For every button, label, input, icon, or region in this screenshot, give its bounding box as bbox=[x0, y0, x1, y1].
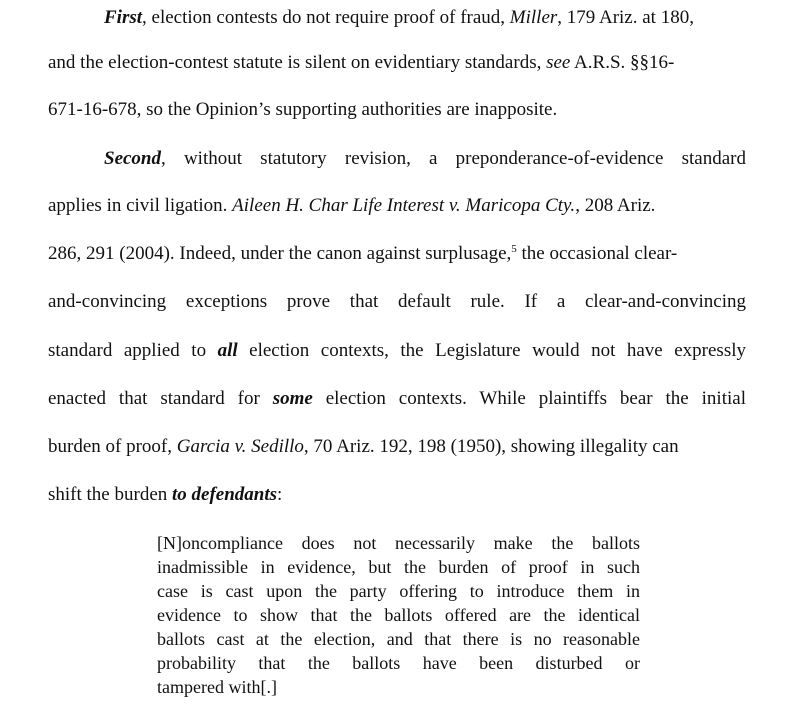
emphasis: some bbox=[272, 388, 313, 409]
case-citation: Garcia v. Sedillo bbox=[176, 436, 304, 457]
para2-line4: and-convincing exceptions prove that default rule. If a clear-and-convincing bbox=[48, 291, 746, 312]
block-quote-line: inadmissible in evidence, but the burden of proof in such bbox=[157, 557, 640, 577]
second-heading: Second bbox=[104, 148, 161, 169]
para2-line8: shift the burden to defendants: bbox=[48, 484, 283, 505]
emphasis: all bbox=[217, 340, 238, 361]
case-citation: Miller bbox=[509, 7, 558, 28]
footnote-marker[interactable]: 5 bbox=[511, 243, 517, 255]
para2-line7: burden of proof, Garcia v. Sedillo, 70 Ariz. 192, 198 (1950), showing illegality can bbox=[48, 436, 679, 457]
emphasis: to defendants bbox=[172, 484, 278, 505]
para1-line2: and the election-contest statute is silent on evidentiary standards, see A.R.S. §§16- bbox=[48, 52, 675, 73]
para2-line1: Second, without statutory revision, a preponderance-of-evidence standard bbox=[104, 148, 746, 169]
para2-line5: standard applied to all election contexts, the Legislature would not have expressly bbox=[48, 340, 746, 361]
case-citation: Aileen H. Char Life Interest v. Maricopa Cty. bbox=[232, 195, 576, 216]
para1-line3: 671-16-678, so the Opinion’s supporting authorities are inapposite. bbox=[48, 99, 558, 120]
first-heading: First bbox=[104, 7, 143, 28]
block-quote-line: probability that the ballots have been disturbed or bbox=[157, 653, 640, 673]
para2-line2: applies in civil ligation. Aileen H. Char Life Interest v. Maricopa Cty., 208 Ariz. bbox=[48, 195, 656, 216]
citation-signal: see bbox=[546, 52, 571, 73]
block-quote-line: ballots cast at the election, and that there is no reasonable bbox=[157, 629, 640, 649]
para1-line1: First, election contests do not require proof of fraud, Miller, 179 Ariz. at 180, bbox=[104, 7, 694, 28]
block-quote-line: case is cast upon the party offering to introduce them in bbox=[157, 581, 640, 601]
para2-line3: 286, 291 (2004). Indeed, under the canon against surplusage,$^5$ the occasional clear- bbox=[48, 243, 678, 264]
block-quote-line: evidence to show that the ballots offered are the identical bbox=[157, 605, 640, 625]
para2-line6: enacted that standard for some election contexts. While plaintiffs bear the initial bbox=[48, 388, 746, 409]
block-quote-line: [N]oncompliance does not necessarily make the ballots bbox=[157, 533, 640, 553]
block-quote-line: tampered with[.] bbox=[157, 677, 277, 697]
